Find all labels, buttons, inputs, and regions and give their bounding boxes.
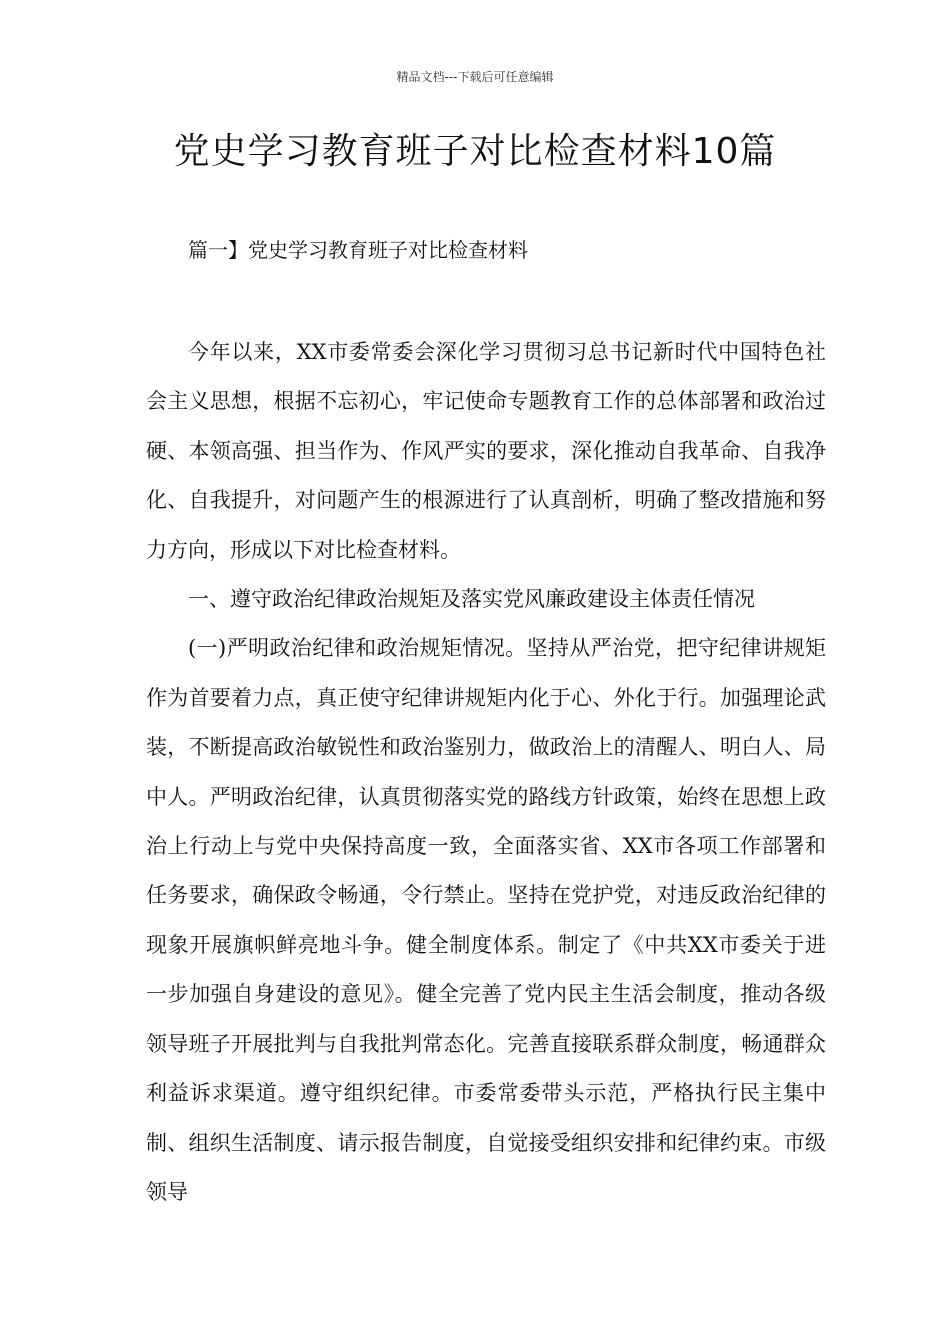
document-body (146, 328, 826, 1217)
header-note: 精品文档---下载后可任意编辑 (396, 70, 554, 84)
section-heading: 篇一】党史学习教育班子对比检查材料 (188, 238, 528, 262)
subheading-paragraph: 一、遵守政治纪律政治规矩及落实党风廉政建设主体责任情况 (188, 587, 755, 612)
document-title: 党史学习教育班子对比检查材料10篇 (173, 131, 777, 172)
discipline-paragraph: (一)严明政治纪律和政治规矩情况。坚持从严治党，把守纪律讲规矩作为首要着力点，真正使守纪律讲规矩内化于心、外化于行。加强理论武装，不断提高政治敏锐性和政治鉴别力，做政治上的清醒人、明白人、局中人。严明政治纪律，认真贯彻落实党的路线方针政策，始终在思想上政治上行动上与党中央保持高度一致，全面落实省、XX市各项工作部署和任务要求，确保政令畅通，令行禁止。坚持在党护党，对违反政治纪律的现象开展旗帜鲜亮地斗争。健全制度体系。制定了《中共XX市委关于进一步加强自身建设的意见》。健全完善了党内民主生活会制度，推动各级领导班子开展批判与自我批判常态化。完善直接联系群众制度，畅通群众利益诉求渠道。遵守组织纪律。市委常委带头示范，严格执行民主集中制、组织生活制度、请示报告制度，自觉接受组织安排和纪律约束。市级领导 (146, 636, 826, 1204)
intro-paragraph: 今年以来，XX市委常委会深化学习贯彻习总书记新时代中国特色社会主义思想，根据不忘初心，牢记使命专题教育工作的总体部署和政治过硬、本领高强、担当作为、作风严实的要求，深化推动自我革命、自我净化、自我提升，对问题产生的根源进行了认真剖析，明确了整改措施和努力方向，形成以下对比检查材料。 (146, 340, 826, 562)
